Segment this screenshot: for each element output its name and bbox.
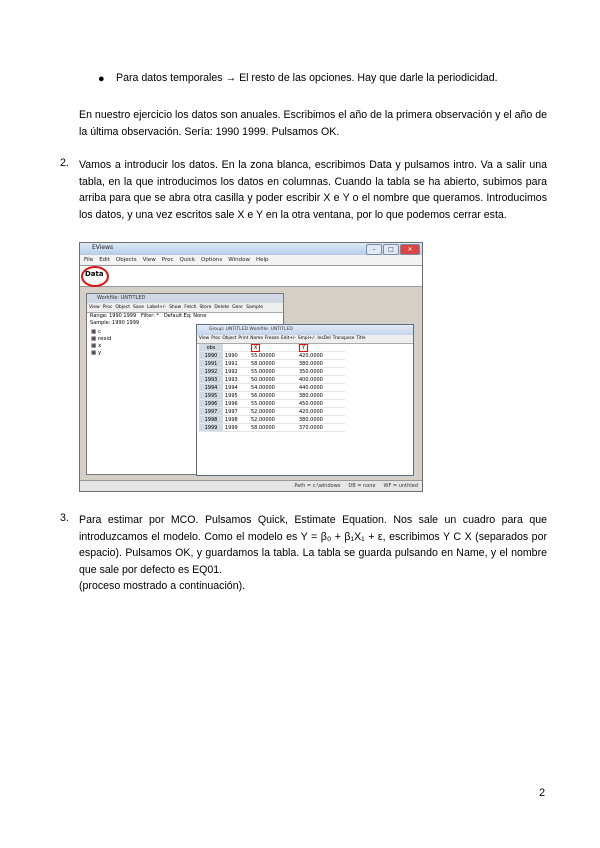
menu-item-edit[interactable]: Edit xyxy=(99,257,110,263)
group-window xyxy=(196,324,414,476)
maximize-icon[interactable]: □ xyxy=(383,244,399,255)
workfile-range: Range: 1990 1999 xyxy=(90,313,137,319)
workfile-filter: Filter: * xyxy=(140,313,160,319)
cell-x[interactable]: 52.00000 xyxy=(249,416,297,424)
eviews-screenshot xyxy=(79,242,423,492)
eviews-titlebar xyxy=(80,243,422,255)
workfile-tool-genr[interactable]: Genr xyxy=(232,305,244,310)
menu-item-options[interactable]: Options xyxy=(201,257,223,263)
row-label: 1997 xyxy=(199,408,223,416)
cell-x[interactable]: 52.00000 xyxy=(249,408,297,416)
workfile-tool-view[interactable]: View xyxy=(89,305,100,310)
workfile-tool-show[interactable]: Show xyxy=(169,305,182,310)
table-row xyxy=(199,392,345,400)
cell-year[interactable]: 1991 xyxy=(223,360,249,368)
row-label: 1999 xyxy=(199,424,223,432)
cell-year[interactable]: 1997 xyxy=(223,408,249,416)
cell-x[interactable]: 50.00000 xyxy=(249,376,297,384)
table-row xyxy=(199,384,345,392)
workfile-title: Workfile: UNTITLED xyxy=(87,294,283,303)
red-circle-annotation xyxy=(81,266,109,287)
cell-year[interactable]: 1995 xyxy=(223,392,249,400)
item-2-number: 2. xyxy=(60,157,69,169)
menu-item-view[interactable]: View xyxy=(142,257,156,263)
workfile-tool-object[interactable]: Object xyxy=(115,305,130,310)
workfile-toolbar xyxy=(87,303,283,313)
group-tool-name[interactable]: Name xyxy=(250,336,263,341)
group-tool-print[interactable]: Print xyxy=(238,336,249,341)
item-3-number: 3. xyxy=(60,512,69,524)
menu-item-objects[interactable]: Objects xyxy=(115,257,137,263)
menu-item-window[interactable]: Window xyxy=(228,257,250,263)
group-title: Group: UNTITLED Workfile: UNTITLED xyxy=(197,325,413,335)
row-label: 1995 xyxy=(199,392,223,400)
menu-item-help[interactable]: Help xyxy=(255,257,269,263)
workfile-tool-label-[interactable]: Label+/- xyxy=(147,305,167,310)
group-tool-title[interactable]: Title xyxy=(356,336,366,341)
workfile-tool-sample[interactable]: Sample xyxy=(246,305,263,310)
cell-y[interactable]: 380.0000 xyxy=(297,392,345,400)
cell-year[interactable]: 1990 xyxy=(223,352,249,360)
cell-y[interactable]: 450.0000 xyxy=(297,400,345,408)
series-icon: ▦ xyxy=(91,343,98,349)
table-row xyxy=(199,376,345,384)
table-row xyxy=(199,400,345,408)
cell-y[interactable]: 380.0000 xyxy=(297,360,345,368)
header-obs: obs xyxy=(199,344,223,352)
paragraph-years: En nuestro ejercicio los datos son anuales. Escribimos el año de la primera observación y el año de la última observación. Sería: 1990 1999. Pulsamos OK. xyxy=(79,109,547,138)
cell-year[interactable]: 1994 xyxy=(223,384,249,392)
item-3-text: Para estimar por MCO. Pulsamos Quick, Estimate Equation. Nos sale un cuadro para que introduzcamos el modelo. Como el modelo es Y = β₀ + β₁X₁ + ε, escribimos Y C X (separados por espacio). Pulsamos OK, y guardamos la tabla. La tabla se guarda pulsando en Name, y el nombre que sale por defecto es EQ01. xyxy=(79,514,547,576)
table-row xyxy=(199,416,345,424)
cell-y[interactable]: 400.0000 xyxy=(297,376,345,384)
cell-x[interactable]: 55.00000 xyxy=(249,368,297,376)
group-tool-edit-[interactable]: Edit+/- xyxy=(281,336,296,341)
command-area[interactable] xyxy=(80,265,422,287)
row-label: 1998 xyxy=(199,416,223,424)
cell-year[interactable]: 1999 xyxy=(223,424,249,432)
workfile-object-y[interactable]: ▦ y xyxy=(91,350,102,356)
table-row xyxy=(199,368,345,376)
cell-year[interactable]: 1996 xyxy=(223,400,249,408)
cell-y[interactable]: 420.0000 xyxy=(297,352,345,360)
command-text: Data xyxy=(85,270,104,278)
column-header-y[interactable]: Y xyxy=(299,344,308,352)
cell-y[interactable]: 420.0000 xyxy=(297,408,345,416)
cell-y[interactable]: 380.0000 xyxy=(297,416,345,424)
status-field-db-none: DB = none xyxy=(348,483,376,489)
cell-year[interactable]: 1992 xyxy=(223,368,249,376)
workfile-tool-store[interactable]: Store xyxy=(199,305,212,310)
table-row xyxy=(199,352,345,360)
status-field-path-c-windows: Path = c:\windows xyxy=(294,483,341,489)
cell-x[interactable]: 54.00000 xyxy=(249,384,297,392)
table-row xyxy=(199,408,345,416)
menu-item-proc[interactable]: Proc xyxy=(161,257,174,263)
item-3-note: (proceso mostrado a continuación). xyxy=(79,580,246,592)
page-number: 2 xyxy=(539,787,546,799)
group-tool-object[interactable]: Object xyxy=(222,336,237,341)
cell-x[interactable]: 55.00000 xyxy=(249,352,297,360)
workfile-default-eq: Default Eq: None xyxy=(163,313,207,319)
cell-year[interactable]: 1993 xyxy=(223,376,249,384)
row-label: 1992 xyxy=(199,368,223,376)
cell-y[interactable]: 370.0000 xyxy=(297,424,345,432)
cell-y[interactable]: 350.0000 xyxy=(297,368,345,376)
status-bar xyxy=(80,480,422,491)
workfile-tool-proc[interactable]: Proc xyxy=(102,305,113,310)
cell-x[interactable]: 58.00000 xyxy=(249,360,297,368)
table-row xyxy=(199,424,345,432)
group-tool-freeze[interactable]: Freeze xyxy=(264,336,279,341)
menu-item-quick[interactable]: Quick xyxy=(179,257,196,263)
status-field-wf-untitled: WF = untitled xyxy=(383,483,418,489)
eviews-title: EViews xyxy=(92,244,114,251)
group-tool-proc[interactable]: Proc xyxy=(211,336,221,341)
series-icon: ▦ xyxy=(91,329,98,335)
row-label: 1990 xyxy=(199,352,223,360)
eviews-menubar xyxy=(80,255,422,265)
group-tool-view[interactable]: View xyxy=(199,336,210,341)
series-icon: ▦ xyxy=(91,350,98,356)
row-label: 1993 xyxy=(199,376,223,384)
item-2-text: Vamos a introducir los datos. En la zona blanca, escribimos Data y pulsamos intro. Va a salir una tabla, en la que introducimos los datos en columnas. Cuando la tabla se ha abierto, subimos para arriba para que se abra otra casilla y poder escribir X e Y o el nombre que queramos. Introducimos los datos, y una vez escritos sale X e Y en la otra ventana, por lo que podemos cerrar esta. xyxy=(79,159,547,221)
bullet-icon: ● xyxy=(98,73,105,85)
row-label: 1994 xyxy=(199,384,223,392)
column-header-x[interactable]: X xyxy=(251,344,260,352)
cell-x[interactable]: 55.00000 xyxy=(249,400,297,408)
group-tool-transpose[interactable]: Transpose xyxy=(332,336,355,341)
cell-year[interactable]: 1998 xyxy=(223,416,249,424)
workfile-object-x[interactable]: ▦ x xyxy=(91,343,102,349)
group-tool-insdel[interactable]: InsDel xyxy=(317,336,331,341)
workfile-tool-fetch[interactable]: Fetch xyxy=(184,305,197,310)
workfile-sample: Sample: 1990 1999 xyxy=(90,320,140,326)
bullet-text: Para datos temporales → El resto de las opciones. Hay que darle la periodicidad. xyxy=(116,72,498,84)
cell-x[interactable]: 58.00000 xyxy=(249,424,297,432)
cell-y[interactable]: 440.0000 xyxy=(297,384,345,392)
table-row xyxy=(199,360,345,368)
minimize-icon[interactable]: – xyxy=(366,244,382,255)
group-tool-smpl-[interactable]: Smpl+/- xyxy=(297,336,316,341)
workfile-tool-delete[interactable]: Delete xyxy=(214,305,230,310)
data-grid xyxy=(199,344,345,432)
group-toolbar xyxy=(197,335,413,344)
close-icon[interactable]: ✕ xyxy=(400,244,420,255)
row-label: 1996 xyxy=(199,400,223,408)
workfile-tool-save[interactable]: Save xyxy=(132,305,145,310)
row-label: 1991 xyxy=(199,360,223,368)
series-icon: ▦ xyxy=(91,336,98,342)
cell-x[interactable]: 56.00000 xyxy=(249,392,297,400)
workfile-object-resid[interactable]: ▦ resid xyxy=(91,336,112,342)
workfile-object-c[interactable]: ▦ c xyxy=(91,329,101,335)
menu-item-file[interactable]: File xyxy=(84,257,94,263)
